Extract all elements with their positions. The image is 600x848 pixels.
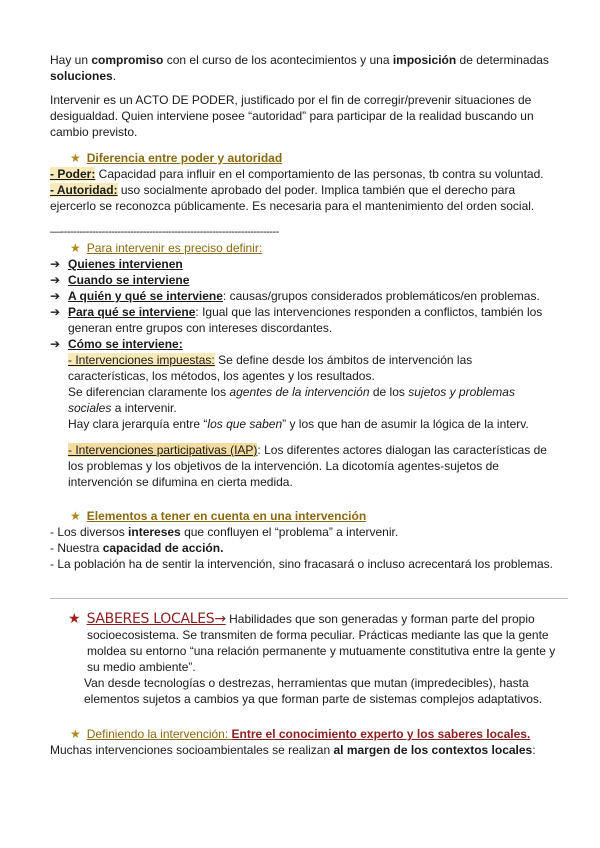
arrow-right-icon: ➔	[50, 289, 61, 303]
intervenciones-impuestas	[50, 352, 555, 432]
text-bold: compromiso	[91, 53, 164, 67]
list-item	[50, 556, 555, 572]
text: - Los diversos	[50, 525, 129, 539]
define-list	[50, 256, 555, 352]
list-item	[50, 540, 555, 556]
star-icon: ★	[70, 509, 81, 523]
poder-label: - Poder:	[50, 167, 96, 181]
arrow-right-icon: ➔	[50, 257, 61, 271]
text: Cuando se interviene	[68, 273, 190, 287]
text: :	[532, 743, 536, 757]
heading-text: Para intervenir es preciso definir:	[86, 241, 263, 255]
star-icon: ★	[70, 151, 81, 165]
text: de determinadas	[456, 53, 549, 67]
intervenir-paragraph: Intervenir es un ACTO DE PODER, justificado por el fin de corregir/prevenir situaciones de desigualdad. Quien interviene posee “autoridad” para participar de la realidad buscando un cambio previsto.	[50, 93, 534, 139]
heading-elementos	[50, 508, 575, 524]
text: : Los diferentes actores dialogan las características de los problemas y los objetivos de la intervención. La dicotomía agentes-sujetos de intervención se difumina en cierta medida.	[68, 443, 547, 489]
text: .	[112, 69, 117, 83]
horizontal-divider	[50, 598, 568, 599]
heading-text: Diferencia entre poder y autoridad	[86, 151, 283, 165]
text: Quienes intervienen	[68, 257, 183, 271]
separator-line: —---------------------------------------------------------------------	[50, 226, 279, 238]
impuestas-label: - Intervenciones impuestas:	[68, 353, 215, 367]
list-item	[50, 272, 555, 288]
text: que confluyen el “problema” a intervenir.	[180, 525, 399, 539]
text-bold: soluciones	[50, 69, 113, 83]
heading-definir	[50, 240, 575, 256]
text: - Nuestra	[50, 541, 103, 555]
arrow-right-icon: ➔	[50, 337, 61, 351]
autoridad-label: - Autoridad:	[50, 183, 118, 197]
saberes-title: SABERES LOCALES	[86, 611, 215, 627]
heading-text: Definiendo la intervención:	[86, 727, 232, 741]
text: Van desde tecnologías o destrezas, herramientas que mutan (impredecibles), hasta elementos sujetos a cambios ya que forman parte de sistemas complejos adaptativos.	[84, 676, 543, 706]
heading-text: Elementos a tener en cuenta en una intervención	[86, 509, 367, 523]
heading-text-bold: Entre el conocimiento experto y los saberes locales.	[231, 727, 531, 741]
participativas-label: - Intervenciones participativas (IAP)	[68, 443, 258, 457]
text-bold: al margen de los contextos locales	[333, 743, 533, 757]
text: de los	[369, 385, 409, 399]
text-bold: imposición	[392, 53, 457, 67]
text-bold: intereses	[128, 525, 181, 539]
arrow-right-icon: ➔	[50, 305, 61, 319]
elementos-list	[50, 524, 555, 572]
intro-paragraph	[50, 52, 555, 84]
star-icon: ★	[70, 241, 81, 255]
text: Hay un	[50, 53, 92, 67]
text: : Igual que las intervenciones responden a conflictos, también los generan entre grupos con intereses discordantes.	[68, 305, 543, 335]
text-bold: Para qué se interviene	[68, 305, 196, 319]
text: Se diferencian claramente los	[68, 385, 230, 399]
list-item	[50, 304, 555, 336]
text: uso socialmente aprobado del poder. Implica también que el derecho para ejercerlo se reconozca públicamente. Es necesaria para el mantenimiento del orden social.	[50, 183, 535, 213]
star-icon: ★	[70, 727, 81, 741]
text-italic: sujetos y problemas sociales	[68, 385, 515, 415]
text: Muchas intervenciones socioambientales se realizan	[50, 743, 334, 757]
text: Capacidad para influir en el comportamiento de las personas, tb contra su voluntad.	[95, 167, 544, 181]
text: - La población ha de sentir la intervención, sino fracasará o incluso acrecentará los problemas.	[50, 557, 553, 571]
text: Cómo se interviene:	[68, 337, 183, 351]
heading-poder-autoridad	[50, 150, 575, 166]
text: : causas/grupos considerados problemáticos/en problemas.	[222, 289, 540, 303]
text-italic: agentes de la intervención	[229, 385, 370, 399]
list-item	[50, 336, 555, 352]
star-icon: ★	[68, 610, 81, 626]
list-item	[50, 288, 555, 304]
arrow-icon: →	[214, 611, 226, 627]
text-bold: capacidad de acción.	[102, 541, 224, 555]
saberes-locales-section	[68, 610, 560, 707]
text: Se define desde los ámbitos de intervención las características, los métodos, los agentes y los resultados.	[68, 353, 473, 383]
text: Hay clara jerarquía entre “	[68, 417, 208, 431]
list-item	[50, 524, 555, 540]
intervenciones-participativas	[50, 442, 555, 490]
text: Habilidades que son generadas y forman parte del propio socioecosistema. Se transmiten de forma peculiar. Prácticas mediante las que la gente moldea su entorno “una relación permanente y mutuamente constitutiva entre la gente y su medio ambiente”.	[87, 612, 556, 674]
last-paragraph	[50, 742, 555, 758]
poder-definition	[50, 166, 555, 182]
text-italic: los que saben	[207, 417, 283, 431]
autoridad-definition	[50, 182, 555, 214]
arrow-right-icon: ➔	[50, 273, 61, 287]
text-bold: A quién y qué se interviene	[68, 289, 223, 303]
heading-definiendo	[50, 726, 575, 742]
text: ” y los que han de asumir la lógica de la interv.	[282, 417, 529, 431]
text: con el curso de los acontecimientos y una	[163, 53, 393, 67]
list-item	[50, 256, 555, 272]
text: a intervenir.	[111, 401, 177, 415]
